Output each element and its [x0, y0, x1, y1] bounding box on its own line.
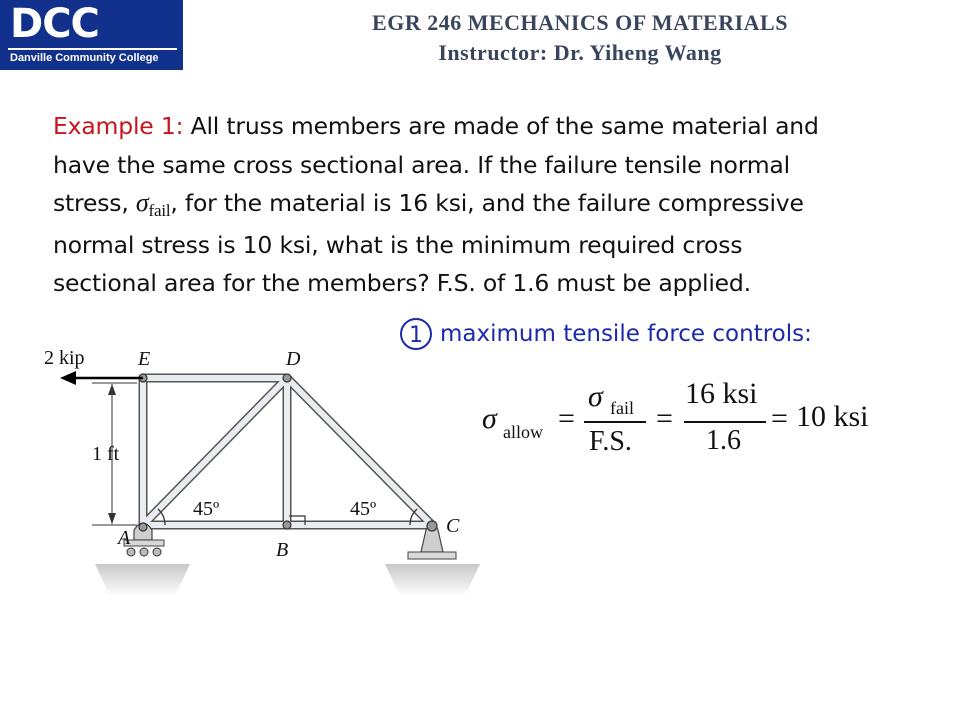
- logo-text: DCC: [10, 1, 99, 47]
- node-label-B: B: [276, 539, 289, 561]
- truss-members: [143, 378, 432, 525]
- sigma-symbol: σ: [135, 188, 149, 217]
- logo-subtitle: Danville Community College: [10, 52, 159, 64]
- instructor-name: Instructor: Dr. Yiheng Wang: [438, 40, 722, 65]
- problem-line-2: have the same cross sectional area. If the failure tensile normal: [53, 150, 790, 179]
- frac1-bar: [584, 421, 646, 423]
- problem-line-1: Example 1: All truss members are made of the same material and: [53, 112, 819, 140]
- problem-line-3: stress, $\sigma_{fail}$, for the material is 16 ksi, and the failure compressive: [53, 188, 804, 220]
- equals-3: =: [771, 402, 788, 435]
- step-text: maximum tensile force controls:: [440, 321, 812, 347]
- college-logo: [0, 0, 183, 70]
- lhs-subscript: allow: [503, 422, 543, 442]
- node-label-C: C: [446, 515, 460, 537]
- frac1-denominator: F.S.: [589, 426, 632, 457]
- truss-diagram: [0, 320, 480, 640]
- frac2-numerator: 16 ksi: [685, 377, 758, 410]
- sigma-subscript: fail: [148, 201, 171, 220]
- height-label: 1 ft: [92, 443, 120, 465]
- course-title: EGR 246 MECHANICS OF MATERIALS: [372, 10, 788, 35]
- problem-statement: [53, 107, 923, 303]
- pin-B: [283, 521, 291, 529]
- example-label: Example 1:: [53, 112, 184, 140]
- pin-D: [283, 374, 291, 382]
- load-label: 2 kip: [44, 347, 85, 369]
- frac2-bar: [684, 421, 766, 423]
- logo-divider: [8, 48, 177, 50]
- node-label-A: A: [118, 527, 131, 549]
- node-label-D: D: [286, 348, 301, 370]
- lhs-sigma: σ: [482, 402, 497, 435]
- angle-label-right: 45º: [350, 498, 377, 520]
- frac2-denominator: 1.6: [706, 425, 741, 456]
- problem-line-5: sectional area for the members? F.S. of 1.6 must be applied.: [53, 269, 751, 297]
- equals-1: =: [558, 402, 575, 435]
- equation-result: 10 ksi: [796, 400, 869, 433]
- frac1-numerator-subscript: fail: [610, 398, 634, 418]
- problem-line-4: normal stress is 10 ksi, what is the minimum required cross: [53, 230, 743, 259]
- ground-right: [385, 564, 480, 596]
- ground-left: [95, 564, 190, 596]
- angle-label-left: 45º: [193, 498, 220, 520]
- equals-2: =: [656, 402, 673, 435]
- step-number-circle: 1: [400, 318, 432, 350]
- node-label-E: E: [138, 348, 151, 370]
- frac1-numerator-sigma: σ: [588, 380, 603, 413]
